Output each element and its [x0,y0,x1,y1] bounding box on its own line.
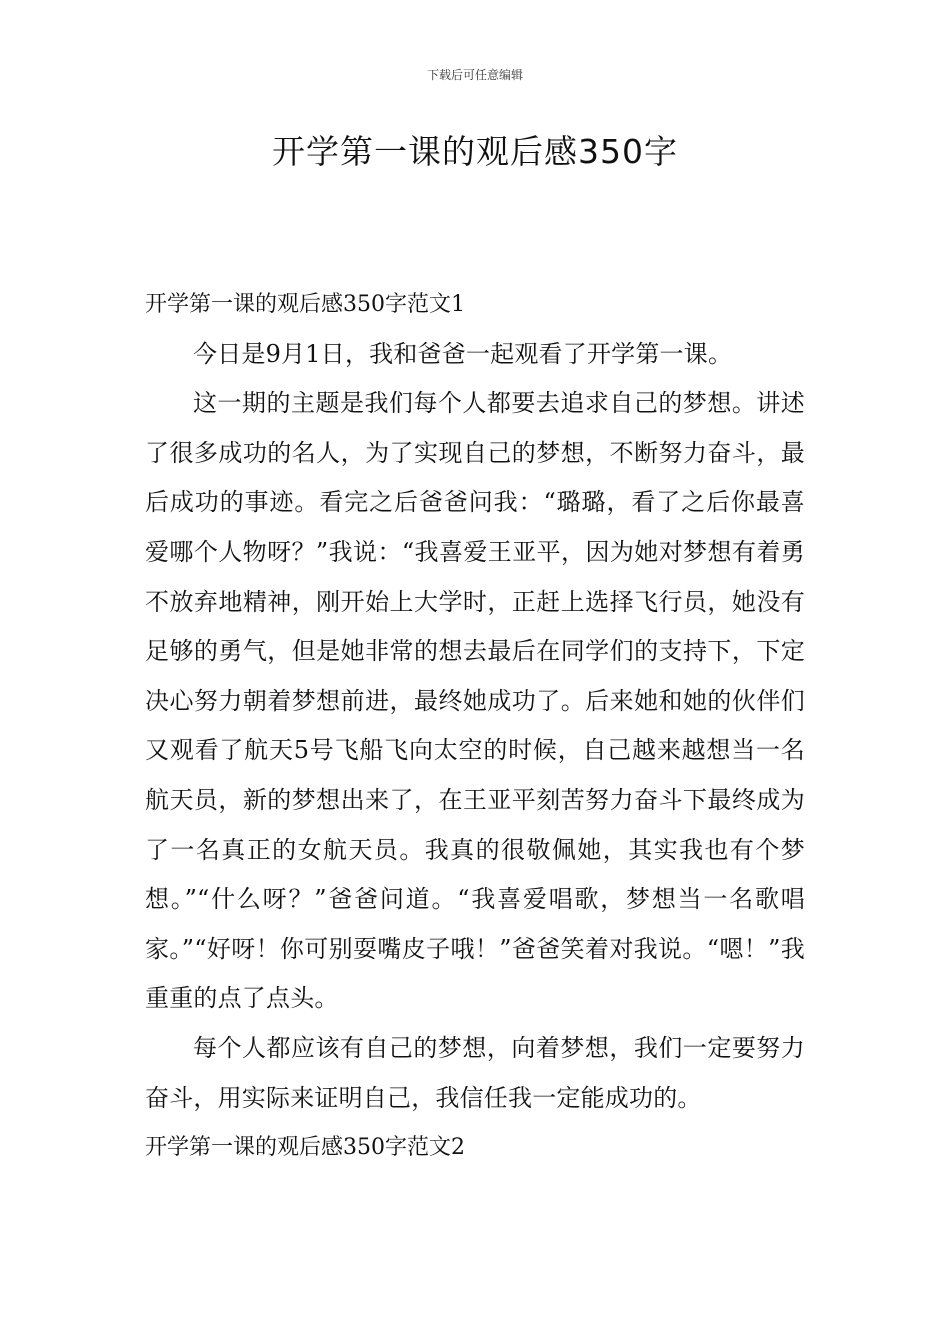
page-title: 开学第一课的观后感350字 [272,132,678,171]
section-heading-2: 开学第一课的观后感350字范文2 [145,1135,465,1161]
paragraph-2: 这一期的主题是我们每个人都要去追求自己的梦想。讲述了很多成功的名人，为了实现自己的梦想，不断努力奋斗，最后成功的事迹。看完之后爸爸问我：“璐璐，看了之后你最喜爱哪个人物呀？”我说：“我喜爱王亚平，因为她对梦想有着勇不放弃地精神，刚开始上大学时，正赶上选择飞行员，她没有足够的勇气，但是她非常的想去最后在同学们的支持下，下定决心努力朝着梦想前进，最终她成功了。后来她和她的伙伴们又观看了航天5号飞船飞向太空的时候，自己越来越想当一名航天员，新的梦想出来了，在王亚平刻苦努力奋斗下最终成为了一名真正的女航天员。我真的很敬佩她，其实我也有个梦想。”“什么呀？”爸爸问道。“我喜爱唱歌，梦想当一名歌唱家。”“好呀！你可别耍嘴皮子哦！”爸爸笑着对我说。“嗯！”我重重的点了点头。 [145,389,805,1013]
section-heading-1: 开学第一课的观后感350字范文1 [145,292,465,317]
paragraph-1: 今日是9月1日，我和爸爸一起观看了开学第一课。 [193,339,733,368]
header-note: 下载后可任意编辑 [426,68,523,82]
document-body [145,280,805,1173]
paragraph-3: 每个人都应该有自己的梦想，向着梦想，我们一定要努力奋斗，用实际来证明自己，我信任我一定能成功的。 [145,1033,805,1112]
